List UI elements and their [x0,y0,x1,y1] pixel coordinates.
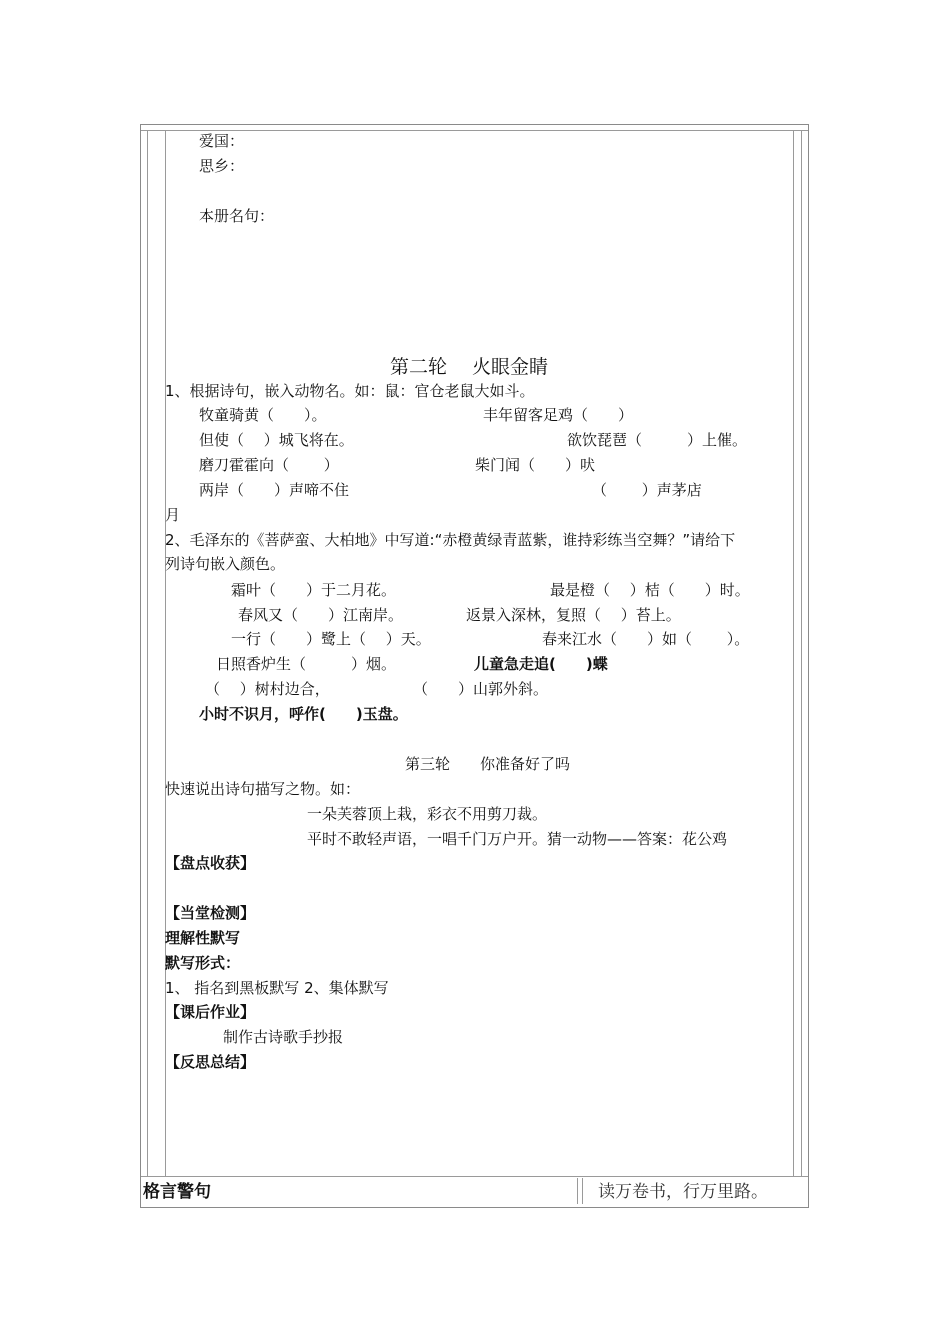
patriotism-label: 爱国： [199,132,245,150]
round3-example-line-1: 一朵芙蓉顶上栽，彩衣不用剪刀裁。 [307,805,548,823]
animal-item-3: 但使（ ）城飞将在。 [199,431,354,449]
color-item-1: 霜叶（ ）于二月花。 [231,581,397,599]
round2-question-2-line2: 列诗句嵌入颜色。 [165,555,286,573]
footer-divider-left [577,1178,578,1204]
color-item-11: 小时不识月，呼作( )玉盘。 [199,705,408,723]
color-item-5: 一行（ ）鹭上（ ）天。 [231,630,431,648]
homesick-label: 思乡： [199,157,245,175]
footer-motto-text: 读万卷书，行万里路。 [598,1182,768,1202]
dictation-form-label: 默写形式： [165,954,241,972]
comprehension-dictation-label: 理解性默写 [165,929,241,947]
dictation-form-detail: 1、 指名到黑板默写 2、集体默写 [165,979,389,997]
color-item-6: 春来江水（ ）如（ ）。 [542,630,750,648]
animal-item-4: 欲饮琵琶（ ）上催。 [567,431,748,449]
frame-line-left-inner [147,130,148,1177]
frame-line-right-inner [793,130,794,1177]
color-item-3: 春风又（ ）江南岸。 [238,606,404,624]
color-item-2: 最是橙（ ）桔（ ）时。 [550,581,750,599]
famous-lines-label: 本册名句： [199,207,275,225]
homework-heading: 【课后作业】 [165,1003,256,1021]
footer-divider-top [141,1176,808,1177]
round3-title: 第三轮 你准备好了吗 [405,755,571,773]
color-item-10: （ ）山郭外斜。 [413,680,549,698]
animal-item-1: 牧童骑黄（ ）。 [199,406,327,424]
footer-motto-label: 格言警句 [143,1182,211,1202]
footer-divider-right [582,1178,583,1204]
homework-detail: 制作古诗歌手抄报 [223,1028,344,1046]
color-item-7: 日照香炉生（ ）烟。 [216,655,397,673]
harvest-heading: 【盘点收获】 [165,854,256,872]
round2-title: 第二轮 火眼金睛 [390,356,549,378]
animal-item-5: 磨刀霍霍向（ ） [199,456,339,474]
round3-intro: 快速说出诗句描写之物。如： [165,780,361,798]
round2-question-2-line1: 2、毛泽东的《菩萨蛮、大柏地》中写道:“赤橙黄绿青蓝紫，谁持彩练当空舞？”请给下 [165,531,736,549]
animal-item-7: 两岸（ ）声啼不住 [199,481,350,499]
animal-item-8-wrap: 月 [165,506,181,524]
classroom-test-heading: 【当堂检测】 [165,904,256,922]
frame-line-top-inner [141,130,808,131]
color-item-4: 返景入深林，复照（ ）苔上。 [466,606,681,624]
animal-item-8: （ ）声茅店 [592,481,702,499]
frame-line-right-outer [801,130,802,1177]
color-item-9: （ ）树村边合， [205,680,330,698]
reflection-heading: 【反思总结】 [165,1053,256,1071]
animal-item-2: 丰年留客足鸡（ ） [483,406,634,424]
color-item-8: 儿童急走追( )蝶 [474,655,608,673]
animal-item-6: 柴门闻（ ）吠 [475,456,596,474]
round2-question-1: 1、根据诗句，嵌入动物名。如：鼠：官仓老鼠大如斗。 [165,382,535,400]
round3-example-line-2: 平时不敢轻声语，一唱千门万户开。猜一动物——答案：花公鸡 [307,830,728,848]
